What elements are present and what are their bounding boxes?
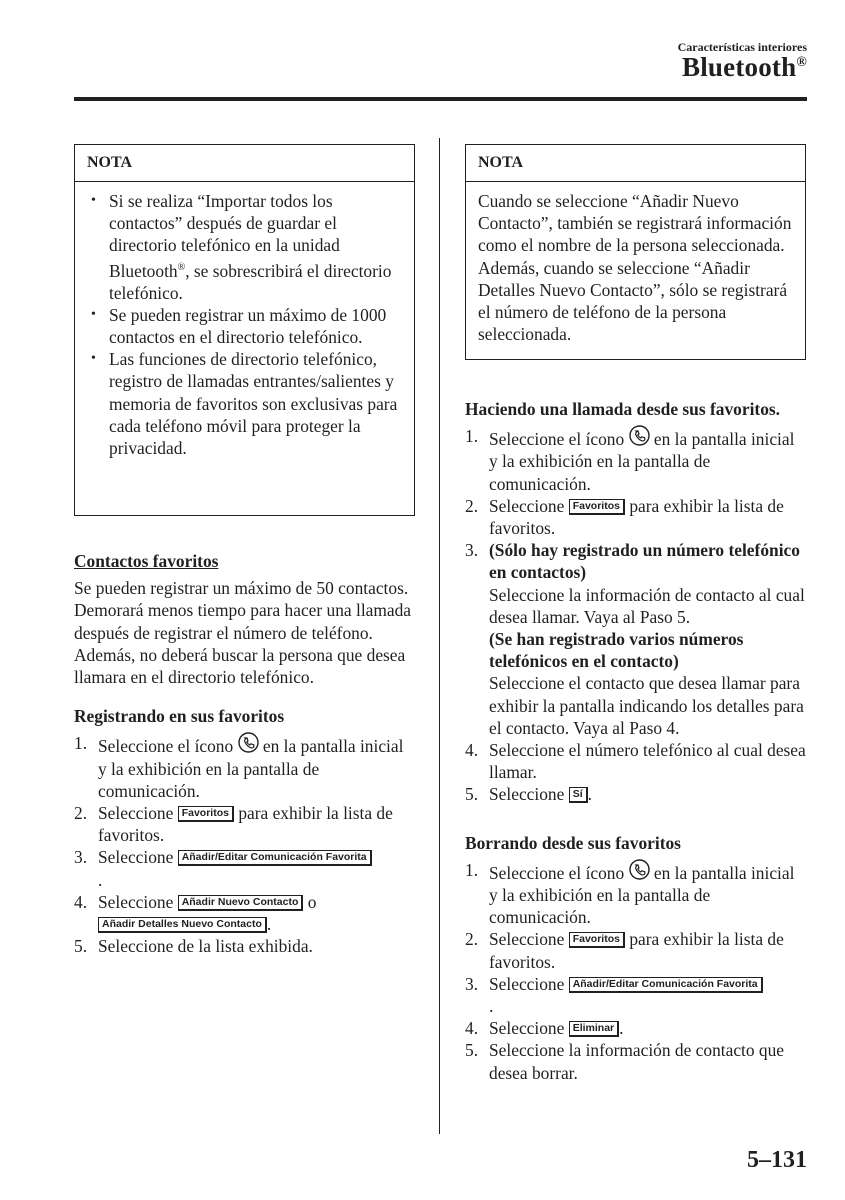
step-item (465, 928, 806, 972)
note-bullet-text: , se sobrescribirá el directorio telefónico. (109, 260, 392, 303)
step-number: 1. (74, 733, 88, 754)
step-item (465, 859, 806, 929)
phone-icon (629, 859, 650, 881)
step-item (74, 846, 415, 890)
phone-icon (629, 425, 650, 447)
note-body (466, 182, 805, 353)
edit-favorite-button[interactable]: Añadir/Editar Comunicación Favorita (178, 850, 372, 866)
step-text: . (266, 914, 272, 935)
step-text: para exhibir la lista de favoritos. (98, 803, 393, 846)
note-bullet-item: • Las funciones de directorio telefónico, registro de llamadas entrantes/salientes y memoria de favoritos son exclusivas para cada teléfono móvil para proteger la privacidad. (87, 348, 402, 459)
step-text: Seleccione la información de contacto al cual desea llamar. Vaya al Paso 5. (489, 584, 805, 627)
step-item (465, 425, 806, 495)
step-number: 3. (465, 973, 479, 994)
page-number: 5–131 (747, 1147, 807, 1173)
step-number: 2. (465, 495, 479, 516)
step-number: 1. (465, 426, 479, 447)
note-box-right (465, 144, 806, 360)
step-condition: (Sólo hay registrado un número telefónico en contactos) (489, 540, 800, 583)
step-text: Seleccione (489, 973, 565, 994)
step-number: 2. (74, 803, 88, 824)
step-number: 3. (74, 847, 88, 868)
note-bullet-item: • Se pueden registrar un máximo de 1000 contactos en el directorio telefónico. (87, 304, 402, 348)
register-steps (74, 732, 415, 957)
favoritos-button[interactable]: Favoritos (569, 499, 625, 515)
step-text: Seleccione la información de contacto que desea borrar. (489, 1040, 785, 1083)
step-item (74, 732, 415, 802)
step-text: Seleccione (98, 847, 174, 868)
registered-mark: ® (177, 261, 186, 273)
step-number: 5. (465, 784, 479, 805)
add-contact-details-button[interactable]: Añadir Detalles Nuevo Contacto (98, 917, 267, 933)
left-column (74, 144, 415, 957)
step-text: para exhibir la lista de favoritos. (489, 929, 784, 972)
step-item (465, 783, 806, 805)
note-body (75, 182, 414, 467)
section-heading-delete: Borrando desde sus favoritos (465, 832, 681, 853)
favorites-paragraph: Se pueden registrar un máximo de 50 contactos. Demorará menos tiempo para hacer una llamada después de registrar el número de teléfono. Además, no deberá buscar la persona que desea llamara en el directorio telefónico. (74, 578, 412, 688)
section-heading-register: Registrando en sus favoritos (74, 706, 285, 727)
favoritos-button[interactable]: Favoritos (569, 932, 625, 948)
step-text: Seleccione el número telefónico al cual desea llamar. (489, 740, 806, 783)
step-text: en la pantalla inicial y la exhibición en la pantalla de comunicación. (489, 429, 795, 494)
favoritos-button[interactable]: Favoritos (178, 806, 234, 822)
note-bullet-list (87, 190, 402, 459)
section-heading-call: Haciendo una llamada desde sus favoritos. (465, 399, 781, 419)
header-rule (74, 97, 807, 101)
section-title: Características interiores (677, 40, 807, 54)
step-text: Seleccione el ícono (489, 862, 625, 883)
step-number: 2. (465, 929, 479, 950)
step-text: Seleccione el ícono (489, 429, 625, 450)
step-item (465, 495, 806, 539)
step-number: 4. (74, 891, 88, 912)
step-text: Seleccione (489, 495, 565, 516)
step-item (74, 802, 415, 846)
step-text: o (307, 891, 317, 912)
step-text: . (587, 784, 592, 805)
phone-icon (238, 732, 259, 754)
step-text: en la pantalla inicial y la exhibición en la pantalla de comunicación. (98, 736, 404, 801)
step-text: Seleccione el ícono (98, 736, 234, 757)
note-box-left (74, 144, 415, 516)
step-number: 5. (74, 936, 88, 957)
step-number: 5. (465, 1040, 479, 1061)
note-text: Cuando se seleccione “Añadir Nuevo Contacto”, también se registrará información como el nombre de la persona seleccionada. Además, cuando se seleccione “Añadir Detalles Nuevo Contacto”, sólo se registrará el número de teléfono de la persona seleccionada. (478, 191, 792, 345)
step-item (74, 935, 415, 957)
section-heading-favorites: Contactos favoritos (74, 551, 219, 571)
add-new-contact-button[interactable]: Añadir Nuevo Contacto (178, 895, 304, 911)
step-text: . (619, 1018, 624, 1039)
step-item (465, 1017, 806, 1039)
page-title-text: Bluetooth (682, 52, 797, 82)
step-item (74, 891, 415, 935)
step-item (465, 1039, 806, 1083)
note-title: NOTA (466, 145, 805, 182)
right-column (465, 144, 806, 1084)
step-text: Seleccione (489, 1018, 565, 1039)
step-item (465, 539, 806, 739)
step-text: para exhibir la lista de favoritos. (489, 495, 784, 539)
step-number: 4. (465, 740, 479, 761)
page-title (682, 52, 807, 83)
delete-steps (465, 859, 806, 1084)
registered-mark: ® (796, 55, 807, 70)
step-text: Seleccione de la lista exhibida. (98, 936, 313, 957)
step-text: . (98, 869, 103, 890)
step-text: . (489, 996, 494, 1017)
step-item (465, 973, 806, 1017)
step-number: 4. (465, 1018, 479, 1039)
step-text: Seleccione (489, 784, 565, 805)
step-number: 1. (465, 859, 479, 880)
note-bullet-text: Si se realiza “Importar todos los contactos” después de guardar el directorio telefónico en la unidad Bluetooth (109, 191, 340, 281)
edit-favorite-button[interactable]: Añadir/Editar Comunicación Favorita (569, 977, 763, 993)
column-divider (439, 138, 440, 1134)
si-button[interactable]: Sí (569, 787, 588, 803)
call-steps (465, 425, 806, 805)
step-number: 3. (465, 540, 479, 561)
step-text: Seleccione el contacto que desea llamar para exhibir la pantalla indicando los detalles para el contacto. Vaya al Paso 4. (489, 673, 804, 738)
step-text: Seleccione (489, 929, 565, 950)
step-condition: (Se han registrado varios números telefónicos en el contacto) (489, 629, 744, 672)
step-item (465, 739, 806, 783)
eliminar-button[interactable]: Eliminar (569, 1021, 619, 1037)
step-text: Seleccione (98, 803, 174, 824)
step-text: en la pantalla inicial y la exhibición en la pantalla de comunicación. (489, 862, 795, 928)
note-bullet-item (87, 190, 402, 304)
note-title: NOTA (75, 145, 414, 182)
step-text: Seleccione (98, 891, 174, 912)
